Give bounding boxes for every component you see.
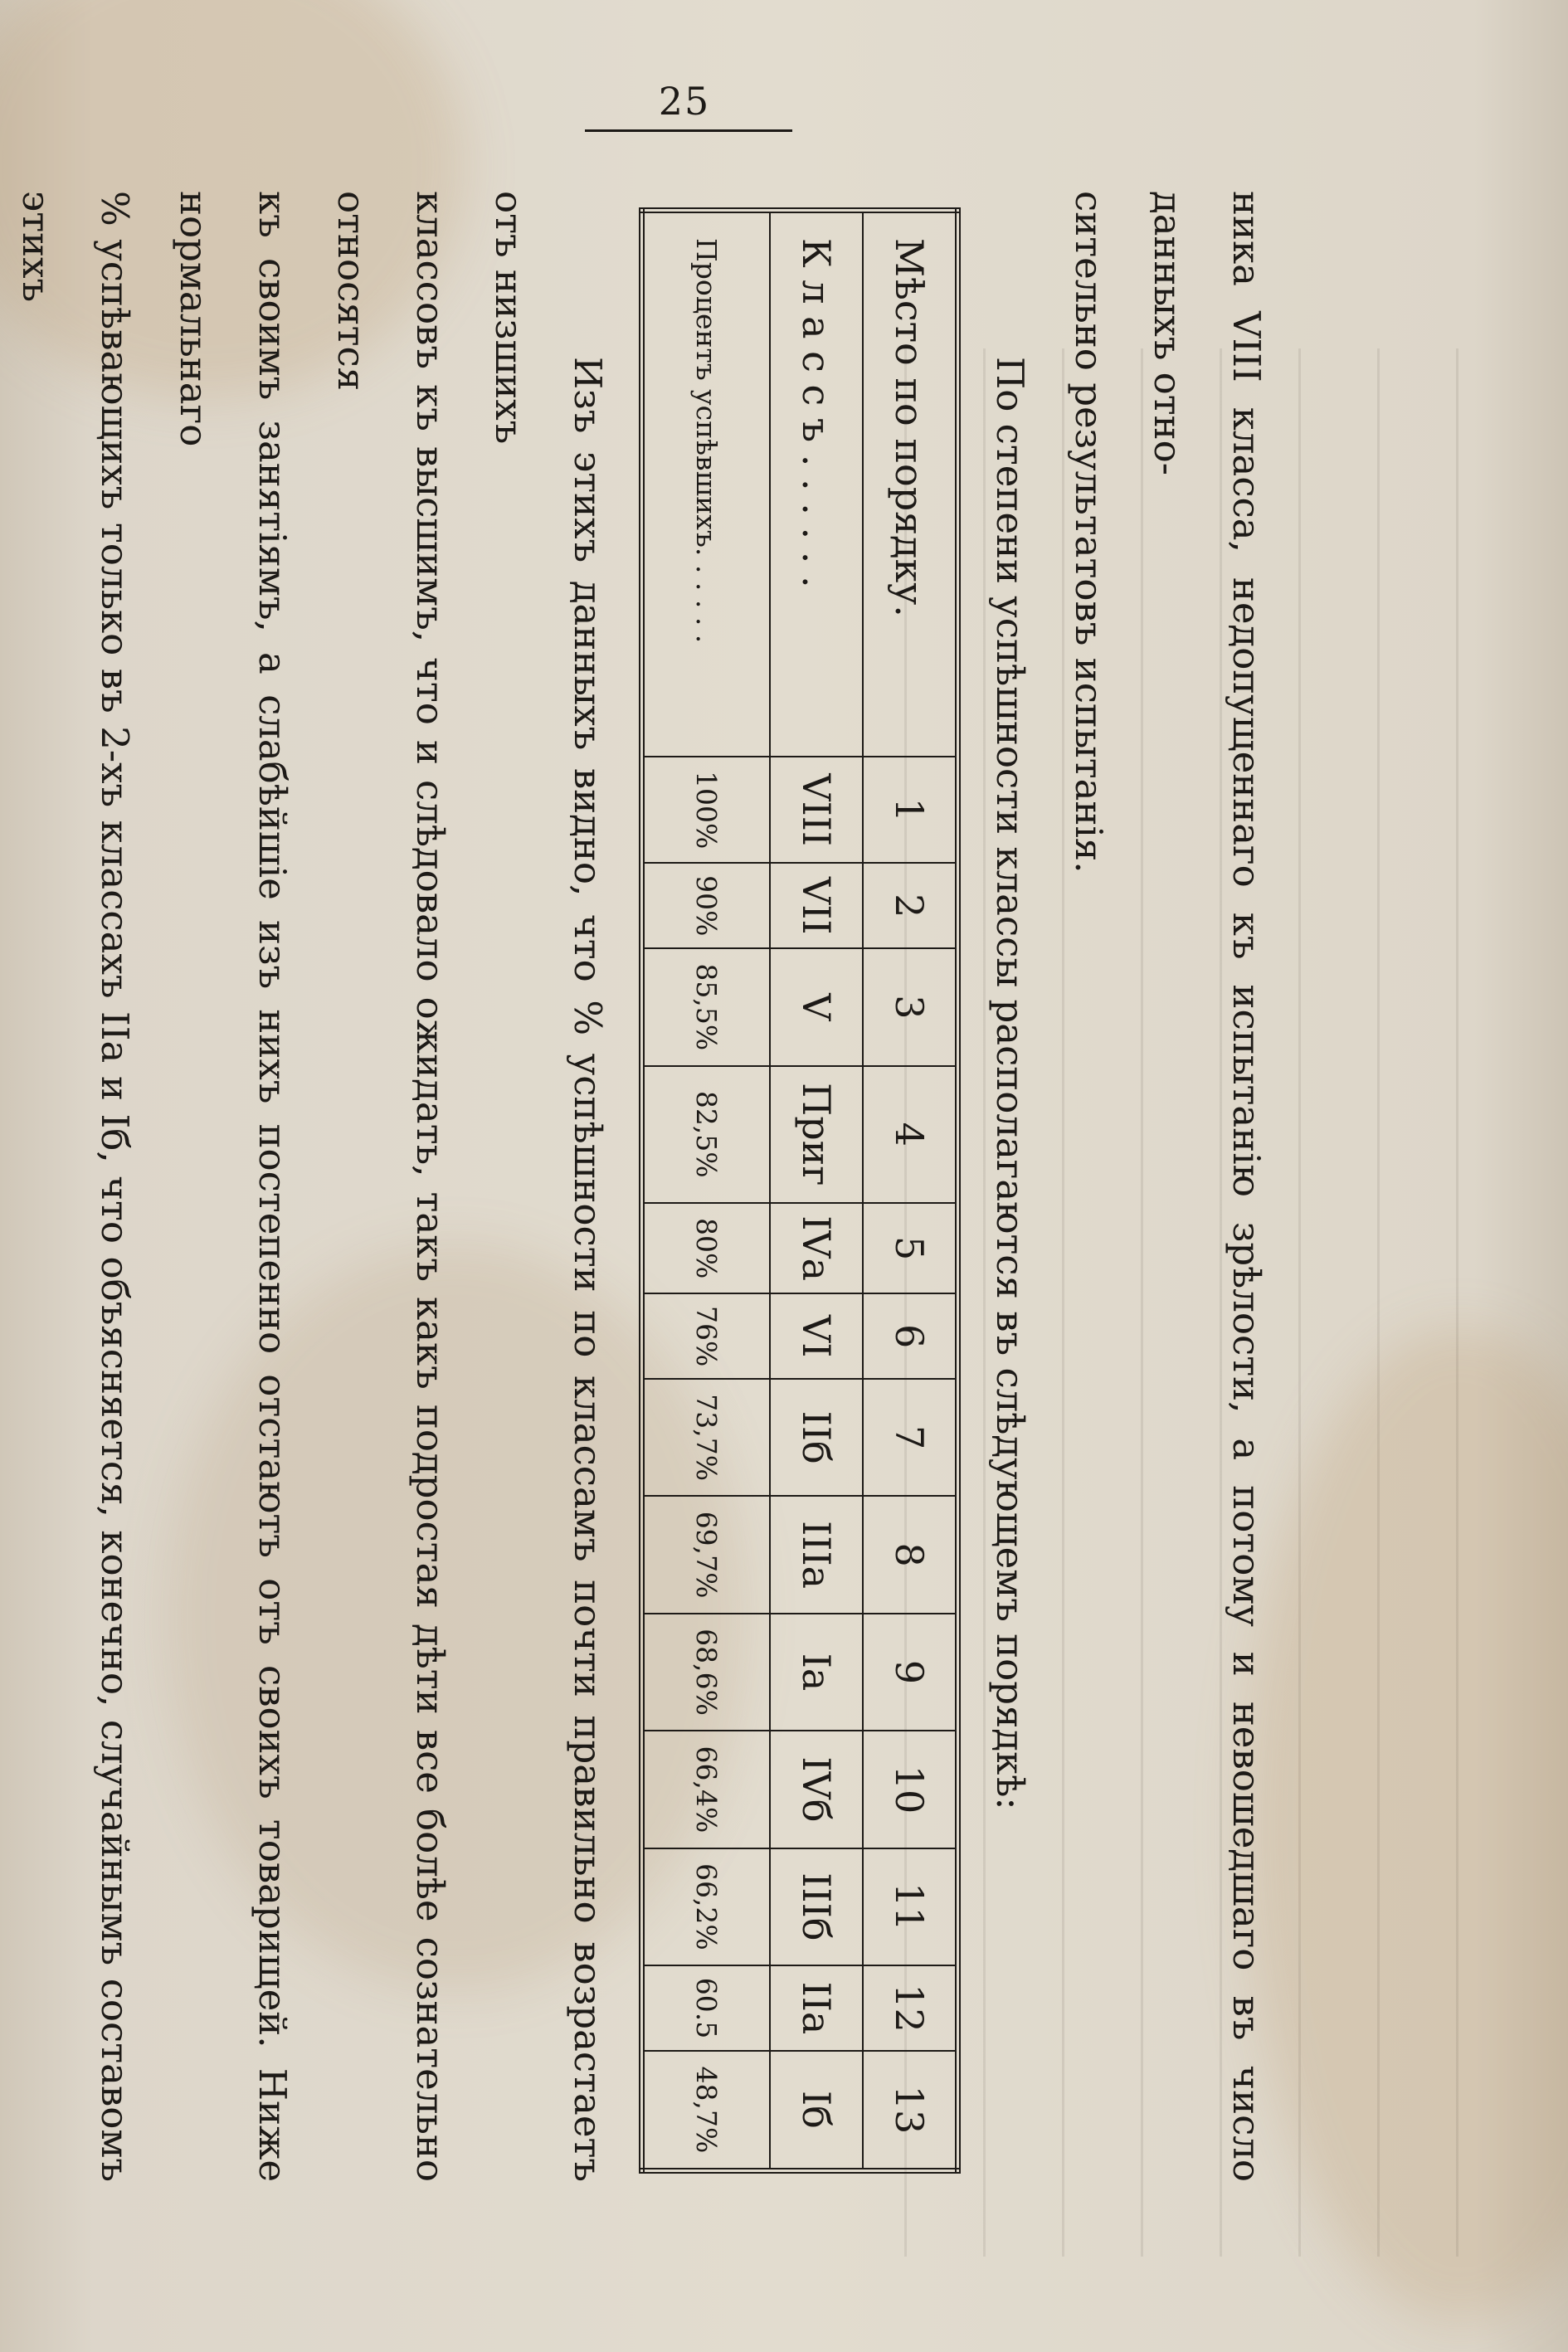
text-line: сительно результатовъ испытанія. <box>1067 191 1111 874</box>
table-cell: 60.5 <box>642 1965 771 2051</box>
table-cell: IIа <box>770 1965 863 2051</box>
table-cell: 68,6% <box>642 1614 771 1731</box>
table-cell: Iб <box>770 2051 863 2171</box>
page-number: 25 <box>658 79 711 124</box>
table-cell: 69,7% <box>642 1496 771 1613</box>
table-cell: 12 <box>863 1965 958 2051</box>
table-cell: 76% <box>642 1293 771 1379</box>
table-cell: Iа <box>770 1614 863 1731</box>
table-cell: 3 <box>863 948 958 1065</box>
intro-paragraph: По степени успѣшности классы располагаются въ слѣдующемъ порядкѣ: <box>988 357 1032 1810</box>
table-cell: IIб <box>770 1379 863 1496</box>
table-cell: IVа <box>770 1203 863 1293</box>
table-cell: 9 <box>863 1614 958 1731</box>
table-cell: 6 <box>863 1293 958 1379</box>
table-row <box>642 211 771 2171</box>
text-line: Изъ этихъ данныхъ видно, что % успѣшности по классамъ почти правильно возрастаетъ отъ низшихъ <box>487 191 610 2182</box>
table-cell: 7 <box>863 1379 958 1496</box>
class-ranking-table <box>639 207 961 2174</box>
text-line: % успѣвающихъ только въ 2-хъ классахъ IIа и Iб, что объясняется, конечно, случайнымъ составомъ этихъ <box>14 191 137 2182</box>
text-line: классовъ къ высшимъ, что и слѣдовало ожидать, такъ какъ подростая дѣти все болѣе сознательно относятся <box>329 191 452 2182</box>
table-cell: 73,7% <box>642 1379 771 1496</box>
row-label-place: Мѣсто по порядку. <box>863 211 958 757</box>
table-cell: 80% <box>642 1203 771 1293</box>
rotated-content <box>14 191 1286 2182</box>
table-row <box>770 211 863 2171</box>
table-cell: 66,4% <box>642 1731 771 1848</box>
table-cell: 90% <box>642 863 771 948</box>
table-cell: 10 <box>863 1731 958 1848</box>
row-label-percent: Процентъ успѣвшихъ. . . . . . <box>642 211 771 757</box>
table-cell: 5 <box>863 1203 958 1293</box>
table-cell: 4 <box>863 1066 958 1203</box>
table-cell: 8 <box>863 1496 958 1613</box>
table-cell: IIIа <box>770 1496 863 1613</box>
table-cell: 82,5% <box>642 1066 771 1203</box>
text-line: ника VIII класса, недопущеннаго къ испытанію зрѣлости, а потому и невошедшаго въ число данныхъ отно- <box>1146 191 1269 2182</box>
table-cell: VIII <box>770 757 863 863</box>
table-cell: 1 <box>863 757 958 863</box>
table-row <box>863 211 958 2171</box>
table-cell: 11 <box>863 1848 958 1965</box>
text-line: къ своимъ занятіямъ, а слабѣйшіе изъ нихъ постепенно отстаютъ отъ своихъ товарищей. Ниже нормальнаго <box>172 191 295 2182</box>
table-cell: VII <box>770 863 863 948</box>
table-cell: Приг <box>770 1066 863 1203</box>
table-cell: 85,5% <box>642 948 771 1065</box>
table-cell: VI <box>770 1293 863 1379</box>
table-cell: 13 <box>863 2051 958 2171</box>
row-label-class: К л а с с ъ . . . . . . <box>770 211 863 757</box>
table-cell: IIIб <box>770 1848 863 1965</box>
table-cell: 100% <box>642 757 771 863</box>
table-cell: 2 <box>863 863 958 948</box>
table-cell: 66,2% <box>642 1848 771 1965</box>
table-cell: 48,7% <box>642 2051 771 2171</box>
table-cell: IVб <box>770 1731 863 1848</box>
page-number-rule <box>585 129 792 132</box>
table-cell: V <box>770 948 863 1065</box>
